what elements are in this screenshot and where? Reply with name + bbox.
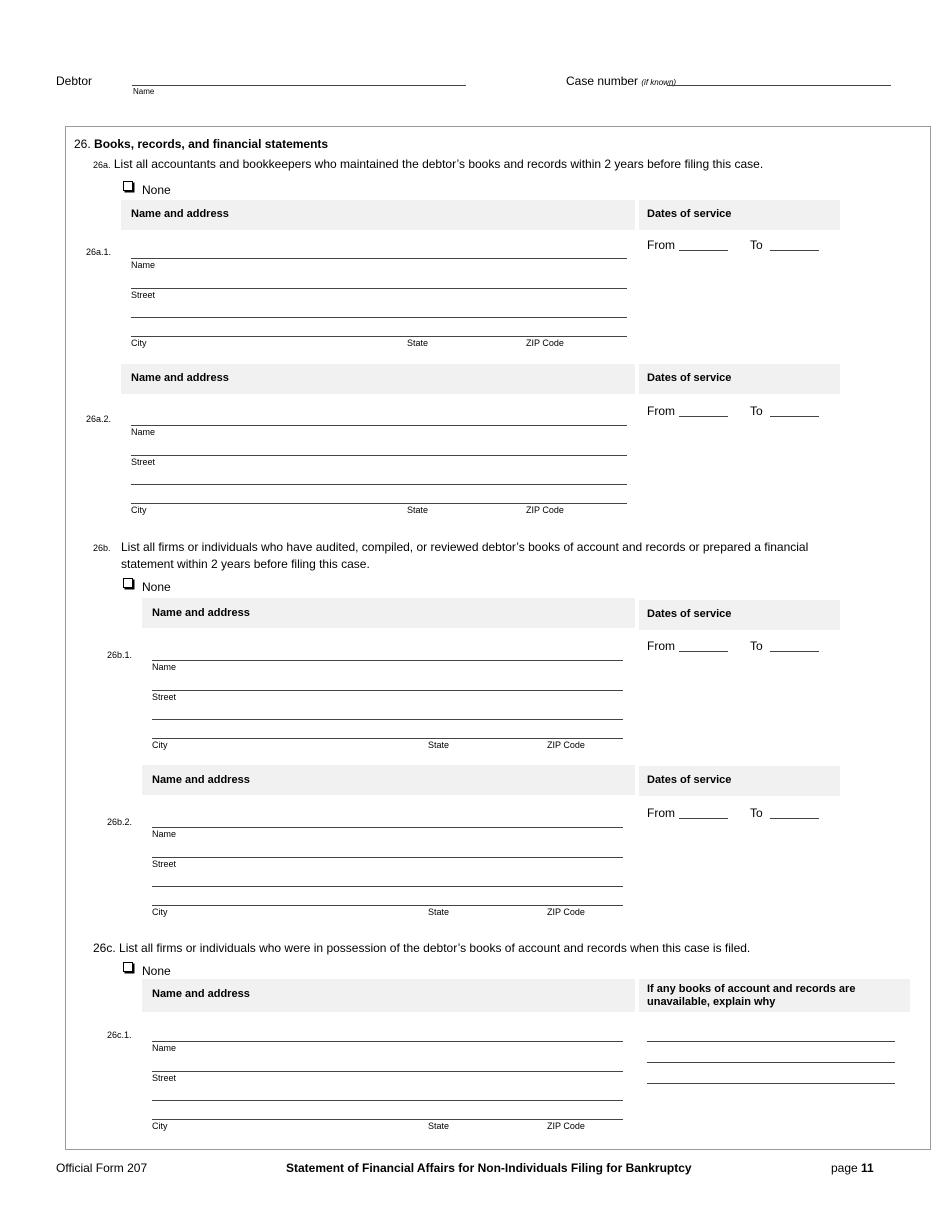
name-field[interactable] <box>131 425 627 426</box>
dates-of-service-header: Dates of service <box>647 608 732 620</box>
from-label: From <box>647 238 675 252</box>
name-field[interactable] <box>131 258 627 259</box>
name-field[interactable] <box>152 660 623 661</box>
q26c-none-checkbox[interactable] <box>123 962 133 972</box>
name-and-address-header: Name and address <box>152 774 250 786</box>
city-caption: City <box>131 338 147 348</box>
from-field[interactable] <box>679 818 728 819</box>
zip-caption: ZIP Code <box>547 907 585 917</box>
name-caption: Name <box>131 427 156 437</box>
dates-of-service-header: Dates of service <box>647 208 732 220</box>
city-state-zip-field[interactable] <box>131 336 627 337</box>
debtor-label: Debtor <box>56 74 93 88</box>
from-label: From <box>647 404 675 418</box>
street-field[interactable] <box>131 455 627 456</box>
city-caption: City <box>131 505 147 515</box>
name-and-address-header: Name and address <box>152 988 250 1000</box>
street-caption: Street <box>152 859 177 869</box>
dates-of-service-header: Dates of service <box>647 774 732 786</box>
to-label: To <box>750 238 763 252</box>
q26a-none-label: None <box>142 183 171 197</box>
zip-caption: ZIP Code <box>526 338 564 348</box>
street-field-2[interactable] <box>152 886 623 887</box>
name-and-address-header: Name and address <box>131 208 229 220</box>
city-state-zip-field[interactable] <box>131 503 627 504</box>
zip-caption: ZIP Code <box>526 505 564 515</box>
explain-field-line-3[interactable] <box>647 1083 895 1084</box>
case-number-field[interactable] <box>667 85 891 86</box>
state-caption: State <box>428 1121 450 1131</box>
street-caption: Street <box>131 290 156 300</box>
from-field[interactable] <box>679 651 728 652</box>
q26b-none-label: None <box>142 580 171 594</box>
name-caption: Name <box>152 1043 177 1053</box>
name-caption: Name <box>152 829 177 839</box>
explain-field-line-1[interactable] <box>647 1041 895 1042</box>
section-title: 26. Books, records, and financial statements <box>74 137 329 151</box>
from-label: From <box>647 806 675 820</box>
page-indicator: page 11 <box>831 1161 874 1175</box>
entry-number: 26b.2. <box>107 817 133 827</box>
q26c-text: 26c. List all firms or individuals who were in possession of the debtor’s books of account and records when this case is filed. <box>93 941 751 955</box>
street-field-2[interactable] <box>152 719 623 720</box>
street-caption: Street <box>152 692 177 702</box>
zip-caption: ZIP Code <box>547 1121 585 1131</box>
to-label: To <box>750 404 763 418</box>
city-caption: City <box>152 907 168 917</box>
entry-number: 26a.1. <box>86 247 112 257</box>
q26b-label: 26b. <box>93 543 111 553</box>
name-field[interactable] <box>152 1041 623 1042</box>
zip-caption: ZIP Code <box>547 740 585 750</box>
explain-field-line-2[interactable] <box>647 1062 895 1063</box>
from-field[interactable] <box>679 250 728 251</box>
name-field[interactable] <box>152 827 623 828</box>
to-field[interactable] <box>770 250 819 251</box>
entry-number: 26a.2. <box>86 414 112 424</box>
state-caption: State <box>407 338 429 348</box>
name-caption: Name <box>152 662 177 672</box>
city-state-zip-field[interactable] <box>152 905 623 906</box>
state-caption: State <box>428 907 450 917</box>
q26a-none-checkbox[interactable] <box>123 181 133 191</box>
street-field-2[interactable] <box>152 1100 623 1101</box>
city-state-zip-field[interactable] <box>152 738 623 739</box>
street-field[interactable] <box>152 1071 623 1072</box>
to-field[interactable] <box>770 651 819 652</box>
from-label: From <box>647 639 675 653</box>
entry-number: 26c.1. <box>107 1030 132 1040</box>
city-state-zip-field[interactable] <box>152 1119 623 1120</box>
case-number-label: Case number (if known) <box>566 74 677 88</box>
city-caption: City <box>152 1121 168 1131</box>
form-title: Statement of Financial Affairs for Non-Individuals Filing for Bankruptcy <box>286 1161 692 1175</box>
name-and-address-header: Name and address <box>131 372 229 384</box>
from-field[interactable] <box>679 416 728 417</box>
to-field[interactable] <box>770 818 819 819</box>
state-caption: State <box>428 740 450 750</box>
to-field[interactable] <box>770 416 819 417</box>
form-name: Official Form 207 <box>56 1161 148 1175</box>
street-field[interactable] <box>152 857 623 858</box>
to-label: To <box>750 806 763 820</box>
street-caption: Street <box>131 457 156 467</box>
city-caption: City <box>152 740 168 750</box>
street-field[interactable] <box>152 690 623 691</box>
debtor-name-caption: Name <box>133 87 155 96</box>
street-field-2[interactable] <box>131 317 627 318</box>
street-caption: Street <box>152 1073 177 1083</box>
q26b-text: List all firms or individuals who have audited, compiled, or reviewed debtor’s books of account and records or prepared a financial statement within 2 years before filing this case. <box>121 540 809 571</box>
name-and-address-header: Name and address <box>152 607 250 619</box>
street-field[interactable] <box>131 288 627 289</box>
to-label: To <box>750 639 763 653</box>
q26c-none-label: None <box>142 964 171 978</box>
name-caption: Name <box>131 260 156 270</box>
q26a-text: 26a. List all accountants and bookkeepers who maintained the debtor’s books and records within 2 years before filing this case. <box>93 157 764 171</box>
entry-number: 26b.1. <box>107 650 133 660</box>
dates-of-service-header: Dates of service <box>647 372 732 384</box>
debtor-name-field[interactable] <box>132 85 466 86</box>
street-field-2[interactable] <box>131 484 627 485</box>
state-caption: State <box>407 505 429 515</box>
q26b-none-checkbox[interactable] <box>123 578 133 588</box>
explain-header: If any books of account and records are unavailable, explain why <box>647 983 856 1008</box>
